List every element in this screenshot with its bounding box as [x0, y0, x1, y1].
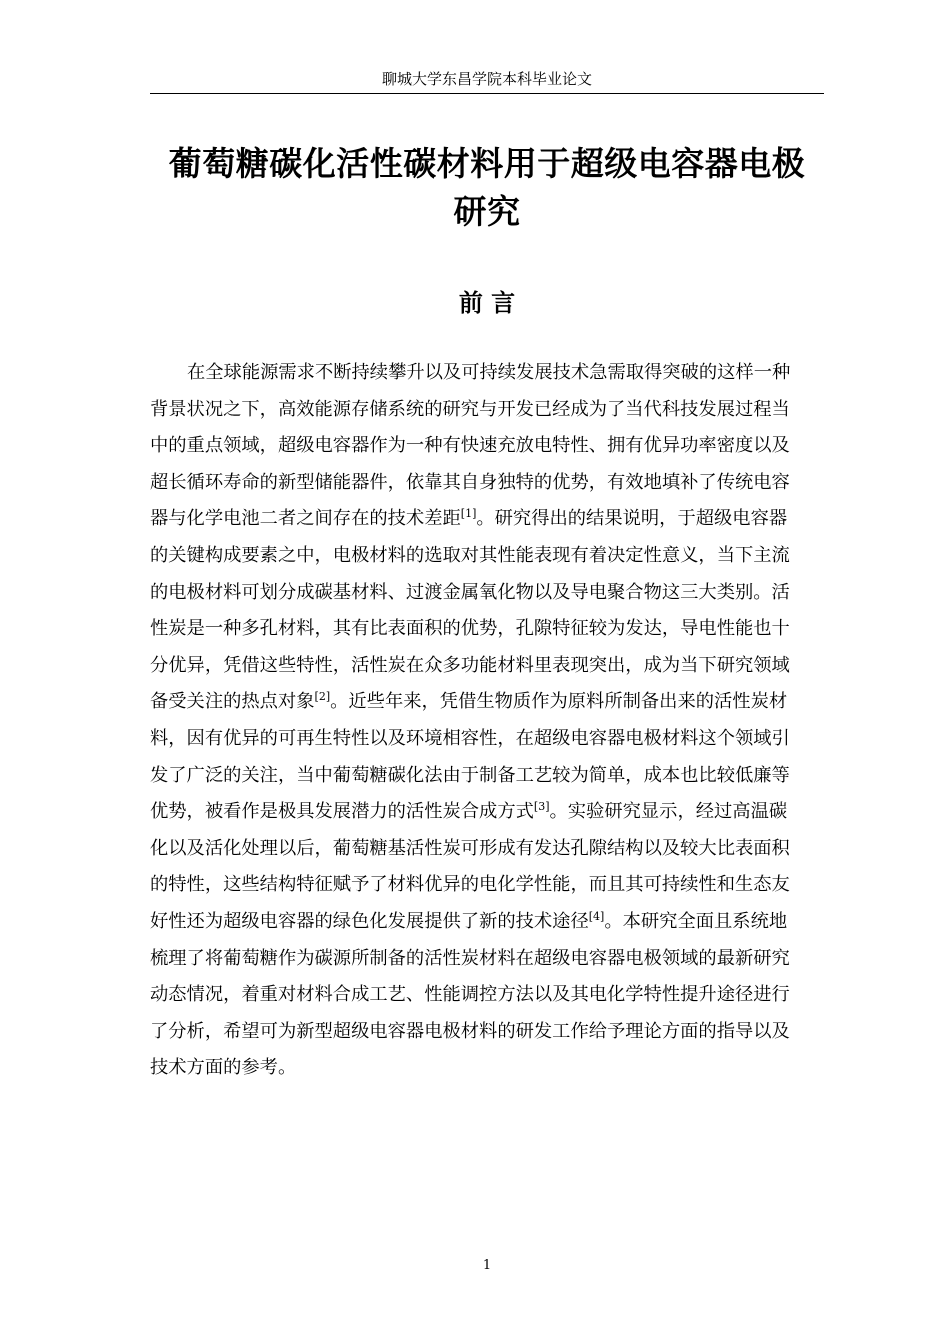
paragraph-line: 在全球能源需求不断持续攀升以及可持续发展技术急需取得突破的这样一种 [187, 362, 791, 383]
paragraph-line: 的电极材料可划分成碳基材料、过渡金属氧化物以及导电聚合物这三大类别。活 [150, 581, 790, 603]
line-text: 好性还为超级电容器的绿色化发展提供了新的技术途径 [150, 910, 589, 932]
line-text: 备受关注的热点对象 [150, 691, 315, 713]
line-text: 优势，被看作是极具发展潜力的活性炭合成方式 [150, 801, 534, 823]
paragraph-line: 梳理了将葡萄糖作为碳源所制备的活性炭材料在超级电容器电极领域的最新研究 [150, 947, 790, 969]
line-text: 。实验研究显示，经过高温碳 [549, 801, 788, 823]
line-text: 器与化学电池二者之间存在的技术差距 [150, 508, 461, 530]
page-number: 1 [482, 1258, 492, 1273]
citation-1: [1] [460, 507, 477, 521]
document-title [140, 140, 834, 236]
paragraph-line [150, 904, 824, 941]
document-title-line-1: 葡萄糖碳化活性碳材料用于超级电容器电极 [168, 144, 806, 183]
paragraph-line [150, 501, 824, 538]
preface-paragraph [150, 355, 824, 1087]
paragraph-line [150, 684, 824, 721]
line-text: 。研究得出的结果说明，于超级电容器 [476, 508, 788, 530]
paragraph-line: 料，因有优异的可再生特性以及环境相容性，在超级电容器电极材料这个领域引 [150, 727, 790, 749]
paragraph-line: 超长循环寿命的新型储能器件，依靠其自身独特的优势，有效地填补了传统电容 [150, 471, 790, 493]
header-rule [150, 93, 824, 94]
section-heading-preface: 前 言 [458, 289, 516, 317]
line-text: 。近些年来，凭借生物质作为原料所制备出来的活性炭材 [330, 691, 788, 713]
citation-4: [4] [588, 909, 605, 923]
paragraph-line: 化以及活化处理以后，葡萄糖基活性炭可形成有发达孔隙结构以及较大比表面积 [150, 837, 790, 859]
paragraph-line: 性炭是一种多孔材料，其有比表面积的优势，孔隙特征较为发达，导电性能也十 [150, 618, 790, 640]
paragraph-line: 背景状况之下，高效能源存储系统的研究与开发已经成为了当代科技发展过程当 [150, 398, 790, 420]
running-header: 聊城大学东昌学院本科毕业论文 [381, 70, 592, 88]
paragraph-line: 技术方面的参考。 [150, 1057, 297, 1079]
citation-2: [2] [314, 690, 331, 704]
paragraph-line: 发了广泛的关注，当中葡萄糖碳化法由于制备工艺较为简单，成本也比较低廉等 [150, 764, 790, 786]
paragraph-line: 动态情况，着重对材料合成工艺、性能调控方法以及其电化学特性提升途径进行 [150, 984, 790, 1006]
paragraph-line [150, 794, 824, 831]
paragraph-line: 分优异，凭借这些特性，活性炭在众多功能材料里表现突出，成为当下研究领域 [150, 654, 790, 676]
line-text: 。本研究全面且系统地 [604, 910, 788, 932]
paragraph-line: 中的重点领域，超级电容器作为一种有快速充放电特性、拥有优异功率密度以及 [150, 435, 790, 457]
paragraph-line: 的关键构成要素之中，电极材料的选取对其性能表现有着决定性意义，当下主流 [150, 544, 790, 566]
paragraph-line: 的特性，这些结构特征赋予了材料优异的电化学性能，而且其可持续性和生态友 [150, 874, 790, 896]
document-title-line-2: 研究 [453, 192, 521, 231]
paragraph-line: 了分析，希望可为新型超级电容器电极材料的研发工作给予理论方面的指导以及 [150, 1020, 790, 1042]
citation-3: [3] [533, 800, 550, 814]
